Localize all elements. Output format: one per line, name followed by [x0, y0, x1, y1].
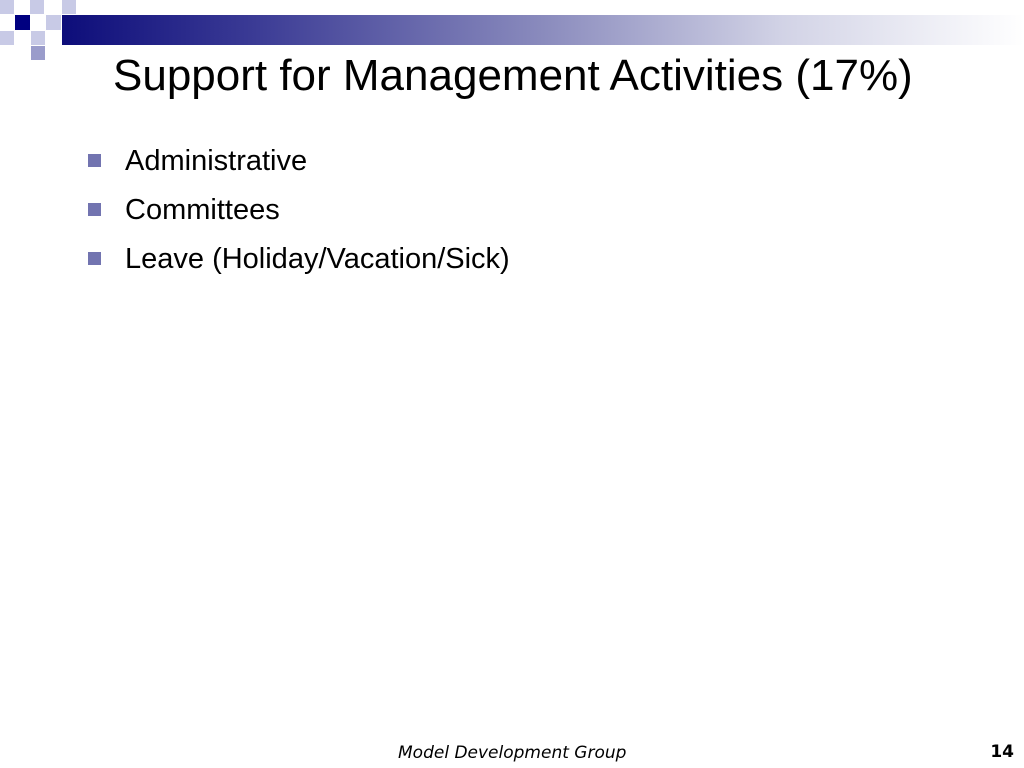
deco-square: [31, 31, 45, 45]
square-bullet-icon: [88, 203, 101, 216]
footer-text: Model Development Group: [398, 743, 627, 763]
deco-square: [15, 15, 30, 30]
page-number: 14: [990, 742, 1014, 762]
header-gradient-bar: [62, 15, 1024, 45]
list-item: [88, 234, 510, 283]
deco-square: [46, 15, 61, 30]
square-bullet-icon: [88, 154, 101, 167]
square-bullet-icon: [88, 252, 101, 265]
bullet-text: Committees: [125, 193, 280, 226]
deco-square: [62, 0, 76, 14]
deco-square: [0, 31, 14, 45]
bullet-text: Leave (Holiday/Vacation/Sick): [125, 242, 510, 275]
deco-square: [31, 46, 45, 60]
list-item: [88, 136, 510, 185]
deco-square: [0, 0, 14, 14]
list-item: [88, 185, 510, 234]
slide-title: Support for Management Activities (17%): [113, 51, 913, 100]
bullet-text: Administrative: [125, 144, 308, 177]
deco-square: [30, 0, 44, 14]
bullet-list: [88, 136, 510, 283]
